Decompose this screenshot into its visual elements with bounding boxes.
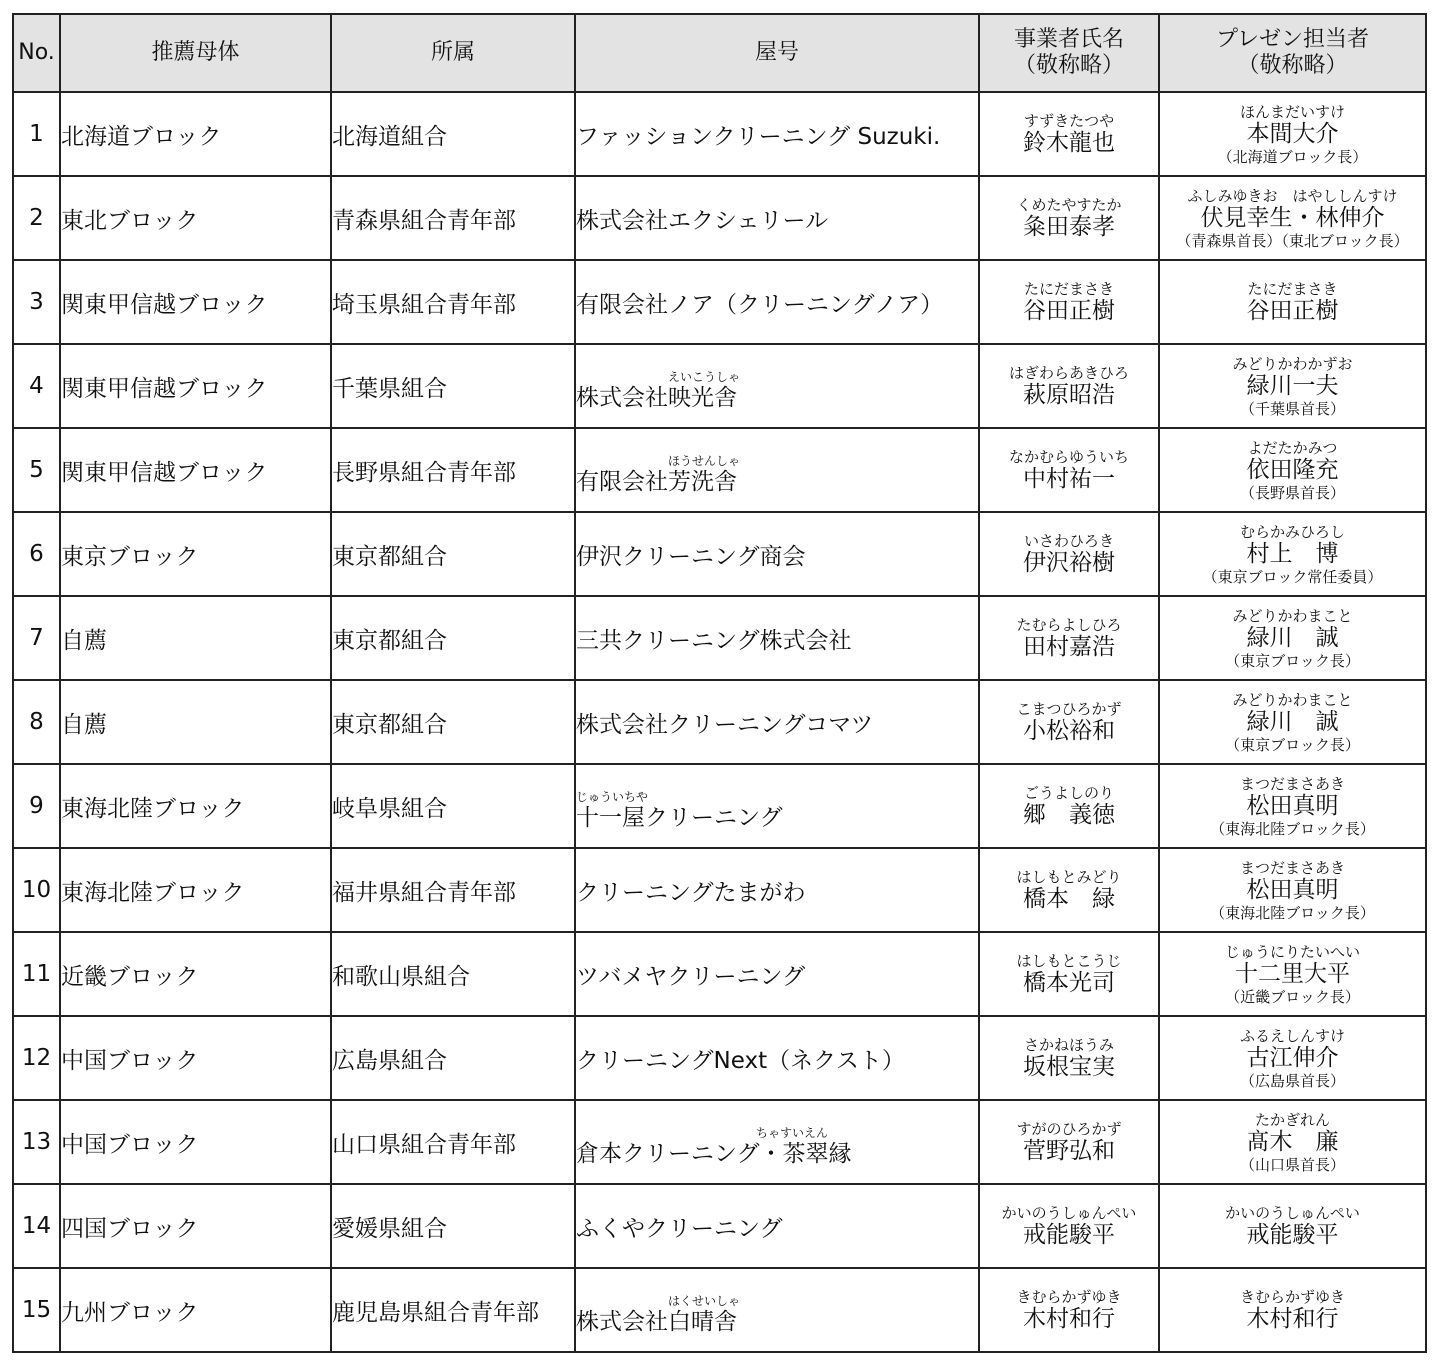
presen-name: 伏見幸生・林伸介	[1200, 204, 1385, 231]
header-presen-line1: プレゼン担当者	[1215, 27, 1370, 52]
cell-yago: 三共クリーニング株式会社	[575, 596, 979, 680]
cell-suisen: 東京ブロック	[60, 512, 331, 596]
presen-name: 緑川 誠	[1246, 708, 1339, 735]
cell-no: 5	[13, 428, 60, 512]
presen-stack	[1160, 345, 1425, 427]
cell-jigyosha	[979, 848, 1159, 932]
cell-no: 8	[13, 680, 60, 764]
yago-with-ruby	[576, 1294, 740, 1336]
cell-suisen: 自薦	[60, 596, 331, 680]
presen-kana: ふるえしんすけ	[1239, 1026, 1345, 1045]
cell-no: 14	[13, 1184, 60, 1268]
jigyosha-kana: たむらよしひろ	[1016, 615, 1122, 634]
cell-shozoku: 長野県組合青年部	[331, 428, 575, 512]
presen-stack	[1160, 681, 1425, 763]
presen-kana: よだたかみつ	[1247, 438, 1338, 457]
cell-suisen: 関東甲信越ブロック	[60, 260, 331, 344]
jigyosha-name: 中村祐一	[1023, 465, 1115, 492]
yago-ruby: ちゃすいえん	[756, 1125, 829, 1140]
presen-kana: まつだまさあき	[1239, 774, 1345, 793]
yago-text: 有限会社芳洗舎	[576, 468, 737, 495]
cell-shozoku: 東京都組合	[331, 596, 575, 680]
jigyosha-stack	[980, 513, 1158, 595]
cell-yago: ふくやクリーニング	[575, 1184, 979, 1268]
cell-shozoku: 青森県組合青年部	[331, 176, 575, 260]
cell-yago	[575, 344, 979, 428]
jigyosha-kana: はぎわらあきひろ	[1008, 363, 1129, 382]
jigyosha-stack	[980, 933, 1158, 1015]
jigyosha-stack	[980, 1101, 1158, 1183]
table-row	[13, 1016, 1426, 1100]
yago-with-ruby	[576, 454, 740, 496]
cell-shozoku: 和歌山県組合	[331, 932, 575, 1016]
cell-jigyosha	[979, 1016, 1159, 1100]
cell-presen	[1159, 260, 1426, 344]
jigyosha-name: 橋本光司	[1023, 969, 1115, 996]
cell-jigyosha	[979, 932, 1159, 1016]
presen-name: 松田真明	[1246, 876, 1339, 903]
jigyosha-name: 鈴木龍也	[1023, 129, 1115, 156]
jigyosha-stack	[980, 1269, 1158, 1351]
jigyosha-name: 坂根宝実	[1023, 1053, 1115, 1080]
jigyosha-stack	[980, 345, 1158, 427]
cell-no: 10	[13, 848, 60, 932]
presen-role: （青森県首長）（東北ブロック長）	[1176, 231, 1409, 250]
cell-shozoku: 東京都組合	[331, 680, 575, 764]
cell-presen	[1159, 1184, 1426, 1268]
cell-shozoku: 岐阜県組合	[331, 764, 575, 848]
presen-name: 緑川 誠	[1246, 624, 1339, 651]
presen-kana: かいのうしゅんぺい	[1225, 1203, 1360, 1222]
presen-name: 村上 博	[1246, 540, 1339, 567]
cell-jigyosha	[979, 1268, 1159, 1352]
yago-with-ruby	[576, 1126, 852, 1168]
cell-jigyosha	[979, 428, 1159, 512]
presen-role: （東京ブロック長）	[1225, 651, 1360, 670]
header-suisen: 推薦母体	[60, 14, 331, 92]
cell-shozoku: 広島県組合	[331, 1016, 575, 1100]
table-row	[13, 932, 1426, 1016]
cell-suisen: 四国ブロック	[60, 1184, 331, 1268]
presen-role: （東海北陸ブロック長）	[1210, 819, 1375, 838]
jigyosha-stack	[980, 681, 1158, 763]
cell-yago: 伊沢クリーニング商会	[575, 512, 979, 596]
cell-suisen: 近畿ブロック	[60, 932, 331, 1016]
header-no: No.	[13, 14, 60, 92]
presen-kana: たかぎれん	[1254, 1110, 1330, 1129]
yago-with-ruby	[576, 370, 740, 412]
table-row	[13, 428, 1426, 512]
cell-shozoku: 千葉県組合	[331, 344, 575, 428]
cell-no: 1	[13, 92, 60, 176]
jigyosha-stack	[980, 849, 1158, 931]
presen-name: 髙木 廉	[1246, 1128, 1339, 1155]
jigyosha-name: 小松裕和	[1023, 717, 1115, 744]
table-row	[13, 1184, 1426, 1268]
yago-text: 倉本クリーニング・茶翠縁	[576, 1140, 852, 1167]
presen-name: 古江伸介	[1246, 1044, 1339, 1071]
cell-jigyosha	[979, 596, 1159, 680]
table-row	[13, 1268, 1426, 1352]
presen-stack	[1160, 1269, 1425, 1351]
cell-no: 2	[13, 176, 60, 260]
presen-role: （山口県首長）	[1239, 1155, 1345, 1174]
presen-stack	[1160, 1101, 1425, 1183]
cell-yago: ファッションクリーニング Suzuki.	[575, 92, 979, 176]
presen-name: 谷田正樹	[1246, 297, 1339, 324]
cell-suisen: 関東甲信越ブロック	[60, 428, 331, 512]
cell-suisen: 中国ブロック	[60, 1100, 331, 1184]
cell-no: 4	[13, 344, 60, 428]
presen-name: 本間大介	[1246, 120, 1339, 147]
jigyosha-kana: なかむらゆういち	[1008, 447, 1129, 466]
cell-presen	[1159, 848, 1426, 932]
jigyosha-stack	[980, 1017, 1158, 1099]
cell-suisen: 自薦	[60, 680, 331, 764]
presen-stack	[1160, 261, 1425, 343]
cell-presen	[1159, 92, 1426, 176]
presen-stack	[1160, 1185, 1425, 1267]
jigyosha-stack	[980, 177, 1158, 259]
cell-shozoku: 東京都組合	[331, 512, 575, 596]
cell-yago: クリーニングたまがわ	[575, 848, 979, 932]
cell-yago: 株式会社クリーニングコマツ	[575, 680, 979, 764]
roster-body	[13, 92, 1426, 1352]
cell-yago: 有限会社ノア（クリーニングノア）	[575, 260, 979, 344]
presen-kana: きむらかずゆき	[1239, 1287, 1345, 1306]
cell-jigyosha	[979, 1100, 1159, 1184]
cell-presen	[1159, 932, 1426, 1016]
presen-stack	[1160, 597, 1425, 679]
presen-name: 戒能駿平	[1246, 1221, 1339, 1248]
cell-suisen: 東海北陸ブロック	[60, 764, 331, 848]
cell-presen	[1159, 176, 1426, 260]
presen-stack	[1160, 1017, 1425, 1099]
jigyosha-name: 菅野弘和	[1023, 1137, 1115, 1164]
yago-with-ruby	[576, 790, 783, 832]
cell-presen	[1159, 596, 1426, 680]
presen-role: （北海道ブロック長）	[1217, 147, 1368, 166]
cell-jigyosha	[979, 344, 1159, 428]
presen-stack	[1160, 933, 1425, 1015]
presen-role: （東京ブロック長）	[1225, 735, 1360, 754]
cell-jigyosha	[979, 92, 1159, 176]
jigyosha-name: 郷 義徳	[1023, 801, 1115, 828]
cell-suisen: 東海北陸ブロック	[60, 848, 331, 932]
cell-presen	[1159, 1016, 1426, 1100]
jigyosha-stack	[980, 1185, 1158, 1267]
cell-no: 6	[13, 512, 60, 596]
presen-role: （近畿ブロック長）	[1225, 987, 1360, 1006]
jigyosha-kana: こまつひろかず	[1016, 699, 1122, 718]
jigyosha-kana: はしもとこうじ	[1016, 951, 1122, 970]
jigyosha-stack	[980, 597, 1158, 679]
cell-no: 13	[13, 1100, 60, 1184]
header-presen-line2: （敬称略）	[1237, 53, 1348, 78]
cell-no: 3	[13, 260, 60, 344]
cell-jigyosha	[979, 176, 1159, 260]
cell-presen	[1159, 680, 1426, 764]
table-row	[13, 1100, 1426, 1184]
jigyosha-stack	[980, 429, 1158, 511]
cell-suisen: 中国ブロック	[60, 1016, 331, 1100]
cell-suisen: 北海道ブロック	[60, 92, 331, 176]
cell-no: 9	[13, 764, 60, 848]
roster-table	[12, 13, 1427, 1353]
cell-shozoku: 山口県組合青年部	[331, 1100, 575, 1184]
cell-presen	[1159, 1268, 1426, 1352]
presen-stack	[1160, 93, 1425, 175]
table-row	[13, 260, 1426, 344]
presen-name: 木村和行	[1246, 1305, 1339, 1332]
presen-kana: じゅうにりたいへい	[1224, 942, 1360, 961]
cell-no: 12	[13, 1016, 60, 1100]
jigyosha-name: 橋本 緑	[1023, 885, 1115, 912]
presen-kana: みどりかわかずお	[1232, 354, 1353, 373]
presen-kana: たにだまさき	[1247, 279, 1338, 298]
presen-name: 依田隆充	[1246, 456, 1339, 483]
yago-text: 株式会社白晴舎	[576, 1308, 737, 1335]
cell-presen	[1159, 764, 1426, 848]
table-row	[13, 512, 1426, 596]
cell-presen	[1159, 428, 1426, 512]
header-jigyosha	[979, 14, 1159, 92]
cell-presen	[1159, 1100, 1426, 1184]
jigyosha-name: 萩原昭浩	[1023, 381, 1115, 408]
yago-ruby: はくせいしゃ	[668, 1293, 741, 1308]
jigyosha-name: 粂田泰孝	[1023, 213, 1115, 240]
presen-kana: むらかみひろし	[1239, 522, 1345, 541]
jigyosha-stack	[980, 261, 1158, 343]
presen-stack	[1160, 429, 1425, 511]
table-row	[13, 344, 1426, 428]
jigyosha-name: 谷田正樹	[1023, 297, 1115, 324]
presen-role: （東京ブロック常任委員）	[1202, 567, 1383, 586]
jigyosha-stack	[980, 93, 1158, 175]
table-row	[13, 680, 1426, 764]
cell-yago: 株式会社エクシェリール	[575, 176, 979, 260]
yago-ruby: えいこうしゃ	[668, 369, 741, 384]
table-row	[13, 596, 1426, 680]
cell-no: 15	[13, 1268, 60, 1352]
cell-suisen: 関東甲信越ブロック	[60, 344, 331, 428]
cell-jigyosha	[979, 764, 1159, 848]
header-yago: 屋号	[575, 14, 979, 92]
table-row	[13, 764, 1426, 848]
cell-no: 7	[13, 596, 60, 680]
presen-name: 松田真明	[1246, 792, 1339, 819]
presen-role: （東海北陸ブロック長）	[1210, 903, 1375, 922]
presen-stack	[1160, 765, 1425, 847]
cell-presen	[1159, 344, 1426, 428]
cell-suisen: 東北ブロック	[60, 176, 331, 260]
cell-jigyosha	[979, 260, 1159, 344]
jigyosha-kana: いさわひろき	[1023, 531, 1114, 550]
presen-role: （長野県首長）	[1239, 483, 1345, 502]
cell-shozoku: 福井県組合青年部	[331, 848, 575, 932]
cell-shozoku: 埼玉県組合青年部	[331, 260, 575, 344]
presen-stack	[1160, 513, 1425, 595]
jigyosha-kana: ごうよしのり	[1023, 783, 1114, 802]
jigyosha-name: 伊沢裕樹	[1023, 549, 1115, 576]
header-presen	[1159, 14, 1426, 92]
jigyosha-kana: すずきたつや	[1023, 111, 1115, 130]
cell-jigyosha	[979, 680, 1159, 764]
jigyosha-kana: はしもとみどり	[1016, 867, 1122, 886]
jigyosha-name: 田村嘉浩	[1023, 633, 1115, 660]
table-row	[13, 176, 1426, 260]
cell-jigyosha	[979, 512, 1159, 596]
presen-role: （千葉県首長）	[1239, 399, 1345, 418]
jigyosha-kana: たにだまさき	[1023, 279, 1114, 298]
cell-jigyosha	[979, 1184, 1159, 1268]
yago-ruby: ほうせんしゃ	[668, 453, 741, 468]
jigyosha-kana: さかねほうみ	[1023, 1035, 1114, 1054]
jigyosha-name: 木村和行	[1023, 1305, 1115, 1332]
jigyosha-kana: くめたやすたか	[1016, 195, 1122, 214]
cell-shozoku: 北海道組合	[331, 92, 575, 176]
jigyosha-name: 戒能駿平	[1023, 1221, 1115, 1248]
jigyosha-kana: かいのうしゅんぺい	[1001, 1203, 1137, 1222]
presen-stack	[1160, 177, 1425, 259]
presen-kana: みどりかわまこと	[1232, 606, 1353, 625]
presen-name: 十二里大平	[1235, 960, 1350, 987]
jigyosha-stack	[980, 765, 1158, 847]
cell-yago: ツバメヤクリーニング	[575, 932, 979, 1016]
presen-kana: ほんまだいすけ	[1239, 102, 1345, 121]
cell-yago: クリーニングNext（ネクスト）	[575, 1016, 979, 1100]
yago-text: 十一屋クリーニング	[576, 804, 783, 831]
cell-yago	[575, 428, 979, 512]
header-shozoku: 所属	[331, 14, 575, 92]
header-jigyosha-line1: 事業者氏名	[1013, 27, 1124, 52]
cell-no: 11	[13, 932, 60, 1016]
cell-shozoku: 鹿児島県組合青年部	[331, 1268, 575, 1352]
yago-ruby: じゅういちや	[576, 789, 649, 804]
cell-yago	[575, 764, 979, 848]
presen-kana: みどりかわまこと	[1232, 690, 1353, 709]
presen-role: （広島県首長）	[1239, 1071, 1345, 1090]
presen-stack	[1160, 849, 1425, 931]
presen-kana: まつだまさあき	[1239, 858, 1345, 877]
table-row	[13, 92, 1426, 176]
cell-yago	[575, 1268, 979, 1352]
header-jigyosha-line2: （敬称略）	[1013, 53, 1124, 78]
table-row	[13, 848, 1426, 932]
jigyosha-kana: きむらかずゆき	[1016, 1287, 1122, 1306]
presen-name: 緑川一夫	[1246, 372, 1339, 399]
cell-shozoku: 愛媛県組合	[331, 1184, 575, 1268]
header-row	[13, 14, 1426, 92]
cell-presen	[1159, 512, 1426, 596]
presen-kana: ふしみゆきお はやししんすけ	[1187, 186, 1398, 205]
yago-text: 株式会社映光舎	[576, 384, 737, 411]
cell-yago	[575, 1100, 979, 1184]
jigyosha-kana: すがのひろかず	[1016, 1119, 1122, 1138]
cell-suisen: 九州ブロック	[60, 1268, 331, 1352]
